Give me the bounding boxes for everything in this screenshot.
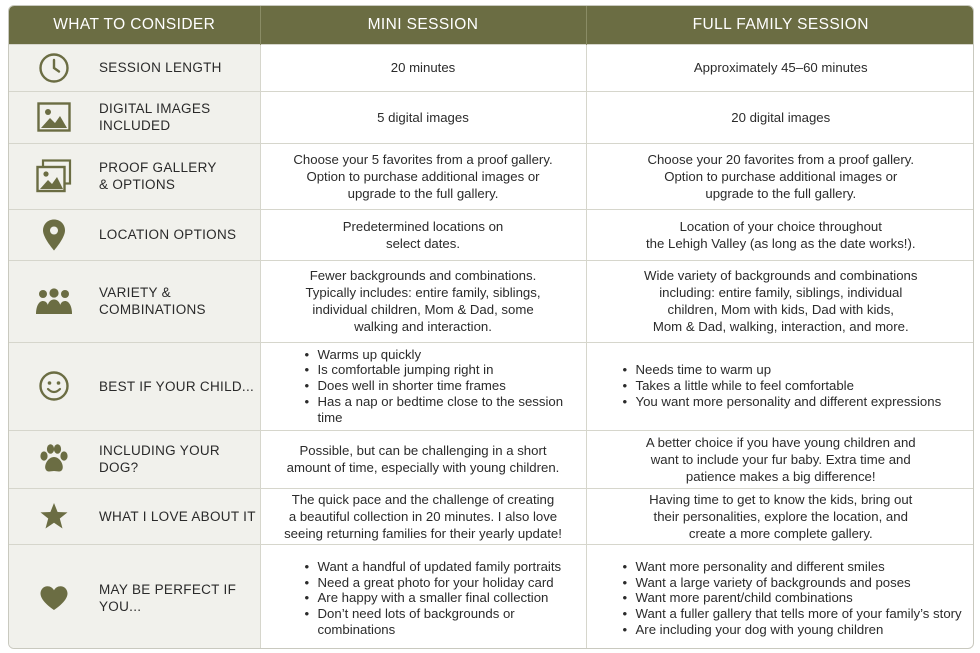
full-session-cell: [586, 544, 974, 649]
full-line: Choose your 20 favorites from a proof gallery.: [647, 151, 915, 167]
row-label-cell: [9, 342, 260, 430]
mini-session-cell: [260, 143, 586, 209]
row-label: [99, 226, 236, 243]
row-label: [99, 378, 254, 395]
row-label-cell: [9, 44, 260, 91]
table-row: [9, 209, 974, 260]
header-full-family-session: FULL FAMILY SESSION: [586, 6, 974, 44]
full-line: Having time to get to know the kids, bring out: [649, 491, 913, 507]
table-row: [9, 143, 974, 209]
list-item: • Want a large variety of backgrounds and poses: [623, 575, 966, 591]
table-row: [9, 44, 974, 91]
label-line: PROOF GALLERY: [99, 160, 217, 175]
list-item: • Are including your dog with young children: [623, 622, 966, 638]
full-line: Location of your choice throughout: [679, 218, 882, 234]
mini-session-cell: [260, 544, 586, 649]
list-item: • Want more personality and different smiles: [623, 559, 966, 575]
table-row: [9, 260, 974, 342]
mini-session-cell: [260, 342, 586, 430]
row-label: [99, 100, 210, 134]
full-session-cell: [586, 44, 974, 91]
full-line: their personalities, explore the location, and: [653, 508, 908, 524]
full-line: the Lehigh Valley (as long as the date works!).: [645, 235, 916, 251]
mini-session-cell: [260, 209, 586, 260]
full-session-cell: [586, 209, 974, 260]
image-icon: [9, 102, 99, 132]
row-label-cell: [9, 91, 260, 143]
mini-line: 20 minutes: [390, 60, 456, 75]
table-header-row: [9, 6, 974, 44]
location-pin-icon: [9, 218, 99, 252]
mini-line: upgrade to the full gallery.: [347, 185, 499, 201]
mini-line: Predetermined locations on: [342, 218, 504, 234]
table-row: [9, 430, 974, 488]
full-session-cell: [586, 91, 974, 143]
paw-icon: [9, 443, 99, 475]
label-line: LOCATION OPTIONS: [99, 227, 237, 242]
list-item: • Takes a little while to feel comfortable: [623, 378, 966, 394]
label-line: COMBINATIONS: [99, 302, 206, 317]
mini-line: Possible, but can be challenging in a short: [299, 443, 547, 458]
table-row: [9, 342, 974, 430]
list-item: • Is comfortable jumping right in: [305, 362, 576, 378]
label-line: BEST IF YOUR CHILD...: [99, 378, 255, 394]
full-line: patience makes a big difference!: [685, 468, 876, 484]
row-label: [99, 508, 256, 525]
row-label-cell: [9, 430, 260, 488]
header-mini-session: MINI SESSION: [260, 6, 586, 44]
row-label: [99, 159, 217, 193]
mini-line: walking and interaction.: [354, 319, 492, 334]
mini-line: The quick pace and the challenge of creating: [291, 491, 555, 507]
mini-line: select dates.: [385, 235, 461, 251]
list-item: • You want more personality and different expressions: [623, 394, 966, 410]
mini-line: seeing returning families for their yearly update!: [284, 525, 562, 541]
full-line: A better choice if you have young children and: [645, 434, 916, 450]
mini-line: amount of time, especially with young children.: [286, 460, 560, 475]
list-item: • Don’t need lots of backgrounds or combinations: [305, 606, 576, 638]
mini-session-cell: [260, 488, 586, 544]
label-line: VARIETY &: [99, 285, 171, 300]
list-item: • Needs time to warm up: [623, 362, 966, 378]
full-list: [597, 362, 966, 409]
table-row: [9, 544, 974, 649]
full-line: 20 digital images: [731, 109, 831, 125]
full-line: Wide variety of backgrounds and combinations: [644, 268, 918, 283]
full-session-cell: [586, 488, 974, 544]
mini-list: [271, 559, 576, 638]
row-label-cell: [9, 544, 260, 649]
full-session-cell: [586, 430, 974, 488]
list-item: • Does well in shorter time frames: [305, 378, 576, 394]
full-line: children, Mom with kids, Dad with kids,: [667, 302, 894, 317]
row-label: [99, 581, 260, 615]
label-line: INCLUDING YOUR DOG?: [99, 443, 220, 475]
mini-line: a beautiful collection in 20 minutes. I also love: [288, 508, 558, 524]
comparison-table-container: [8, 5, 974, 649]
full-line: Mom & Dad, walking, interaction, and more.: [652, 319, 909, 334]
mini-session-cell: [260, 260, 586, 342]
full-session-cell: [586, 342, 974, 430]
full-line: want to include your fur baby. Extra time and: [650, 451, 911, 467]
list-item: • Need a great photo for your holiday card: [305, 575, 576, 591]
list-item: • Are happy with a smaller final collection: [305, 590, 576, 606]
full-line: Approximately 45–60 minutes: [693, 60, 868, 75]
row-label-cell: [9, 260, 260, 342]
label-line: SESSION LENGTH: [99, 60, 222, 75]
label-line: MAY BE PERFECT IF YOU...: [99, 582, 237, 615]
list-item: • Warms up quickly: [305, 347, 576, 363]
label-line: WHAT I LOVE ABOUT IT: [99, 508, 256, 524]
mini-session-cell: [260, 44, 586, 91]
mini-line: individual children, Mom & Dad, some: [312, 302, 534, 317]
clock-icon: [9, 52, 99, 84]
list-item: • Has a nap or bedtime close to the session time: [305, 394, 576, 426]
heart-icon: [9, 585, 99, 611]
list-item: • Want more parent/child combinations: [623, 590, 966, 606]
full-line: create a more complete gallery.: [688, 525, 873, 541]
row-label-cell: [9, 209, 260, 260]
smile-icon: [9, 370, 99, 402]
row-label: [99, 59, 222, 76]
people-icon: [9, 287, 99, 315]
label-line: INCLUDED: [99, 118, 171, 133]
label-line: & OPTIONS: [99, 177, 176, 192]
full-line: upgrade to the full gallery.: [705, 185, 857, 201]
row-label: [99, 284, 206, 318]
mini-list: [271, 347, 576, 426]
mini-line: Choose your 5 favorites from a proof gallery.: [293, 151, 553, 167]
mini-line: Option to purchase additional images or: [306, 168, 540, 184]
label-line: DIGITAL IMAGES: [99, 101, 211, 116]
mini-line: 5 digital images: [377, 109, 469, 125]
mini-line: Typically includes: entire family, siblings,: [305, 285, 541, 300]
full-line: including: entire family, siblings, individual: [659, 285, 903, 300]
table-row: [9, 488, 974, 544]
full-session-cell: [586, 260, 974, 342]
row-label-cell: [9, 143, 260, 209]
session-comparison-table: [9, 6, 974, 649]
gallery-icon: [9, 159, 99, 193]
mini-session-cell: [260, 430, 586, 488]
mini-line: Fewer backgrounds and combinations.: [309, 268, 537, 283]
list-item: • Want a handful of updated family portraits: [305, 559, 576, 575]
header-what-to-consider: WHAT TO CONSIDER: [9, 6, 260, 44]
mini-session-cell: [260, 91, 586, 143]
full-list: [597, 559, 966, 638]
star-icon: [9, 502, 99, 530]
table-row: [9, 91, 974, 143]
row-label-cell: [9, 488, 260, 544]
row-label: [99, 442, 260, 476]
full-session-cell: [586, 143, 974, 209]
full-line: Option to purchase additional images or: [664, 168, 898, 184]
list-item: • Want a fuller gallery that tells more of your family’s story: [623, 606, 966, 622]
